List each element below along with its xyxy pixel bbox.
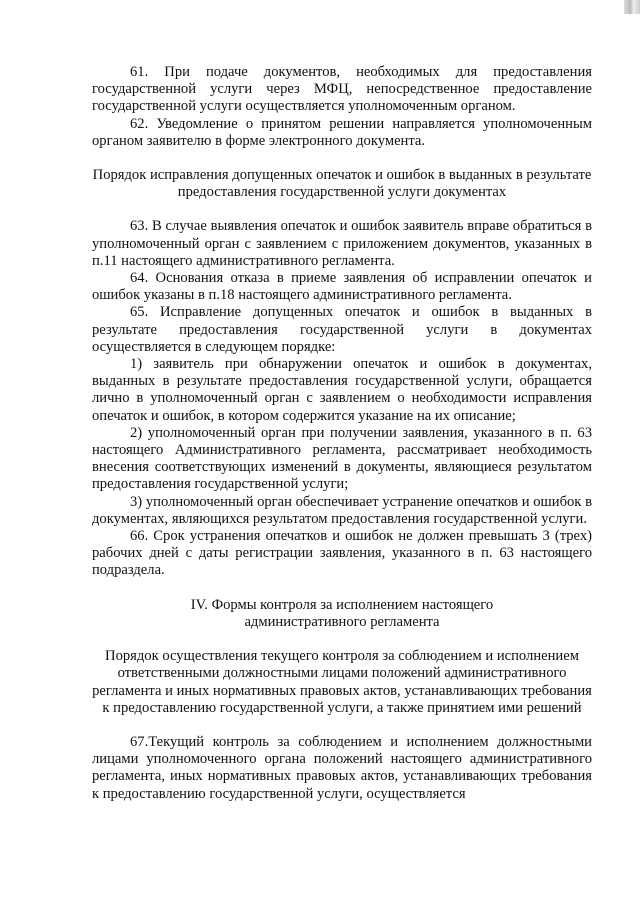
- heading-current-control: Порядок осуществления текущего контроля за соблюдением и исполнением ответственными должностными лицами положений административного регламента и иных нормативных правовых актов, устанавливающих требования к предоставлению государственной услуги, а также принятием ими решений: [92, 648, 592, 716]
- paragraph-67: 67.Текущий контроль за соблюдением и исполнением должностными лицами уполномоченного органа положений настоящего административного регламента, иных нормативных правовых актов, устанавливающих требования к предоставлению государственной услуги, осуществляется: [92, 733, 592, 802]
- paragraph-62: 62. Уведомление о принятом решении направляется уполномоченным органом заявителю в форме электронного документа.: [92, 115, 592, 149]
- paragraph-61: 61. При подаче документов, необходимых для предоставления государственной услуги через МФЦ, непосредственное предоставление государственной услуги осуществляется уполномоченным органом.: [92, 64, 592, 115]
- paragraph-65-item-3: 3) уполномоченный орган обеспечивает устранение опечатков и ошибок в документах, являющихся результатом предоставления государственной услуги.: [92, 493, 592, 527]
- document-page: [92, 64, 592, 803]
- section-title-line-2: административного регламента: [244, 613, 440, 630]
- scan-corner-artifact: [624, 0, 640, 14]
- section-title-line-1: IV. Формы контроля за исполнением настоящего: [190, 596, 494, 613]
- paragraph-64: 64. Основания отказа в приеме заявления об исправлении опечаток и ошибок указаны в п.18 настоящего административного регламента.: [92, 270, 592, 304]
- paragraph-65-item-2: 2) уполномоченный орган при получении заявления, указанного в п. 63 настоящего Административного регламента, рассматривает необходимость внесения соответствующих изменений в документы, являющиеся результатом предоставления государственной услуги;: [92, 424, 592, 493]
- paragraph-65-item-1: 1) заявитель при обнаружении опечаток и ошибок в документах, выданных в результате предоставления государственной услуги, обращается лично в уполномоченный орган с заявлением о необходимости исправления опечаток и ошибок, в котором содержится указание на их описание;: [92, 356, 592, 424]
- heading-corrections: Порядок исправления допущенных опечаток и ошибок в выданных в результате предоставления государственной услуги документах: [92, 167, 592, 201]
- paragraph-65: 65. Исправление допущенных опечаток и ошибок в выданных в результате предоставления государственной услуги в документах осуществляется в следующем порядке:: [92, 304, 592, 355]
- paragraph-66: 66. Срок устранения опечатков и ошибок не должен превышать 3 (трех) рабочих дней с даты регистрации заявления, указанного в п. 63 настоящего подраздела.: [92, 528, 592, 579]
- paragraph-63: 63. В случае выявления опечаток и ошибок заявитель вправе обратиться в уполномоченный орган с заявлением с приложением документов, указанных в п.11 настоящего административного регламента.: [92, 218, 592, 269]
